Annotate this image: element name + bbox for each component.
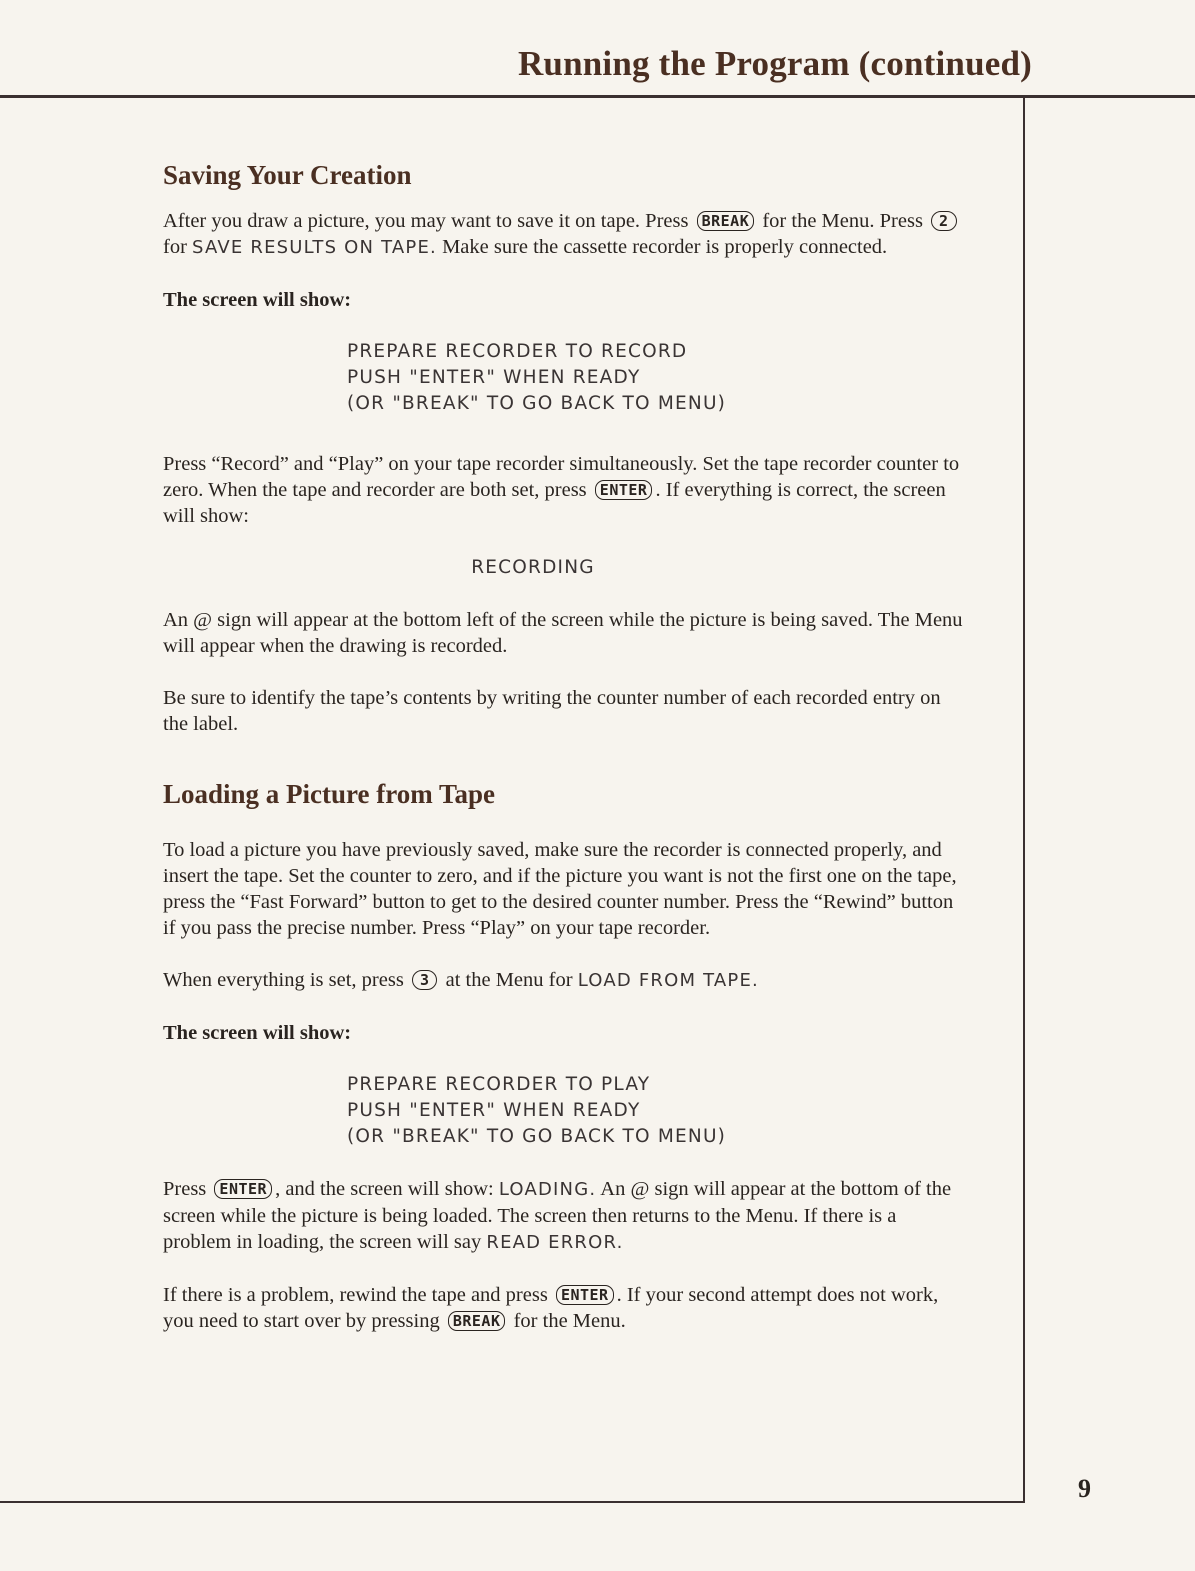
footer-rule: [0, 1501, 1025, 1503]
enter-key-icon: ENTER: [556, 1285, 614, 1305]
text-span: If there is a problem, rewind the tape and press: [163, 1284, 548, 1306]
saving-paragraph-1: [163, 208, 963, 261]
screen-will-show-label: The screen will show:: [163, 1022, 352, 1044]
text-span: for the Menu.: [513, 1310, 626, 1332]
text-span: . If everything is correct, the screen will show:: [163, 479, 946, 527]
text-span: for the Menu. Press: [762, 210, 923, 232]
right-border-rule: [1023, 97, 1025, 1502]
screen-text-inline: SAVE RESULTS ON TAPE.: [192, 237, 437, 258]
screen-output-record: [347, 339, 963, 417]
screen-line: PREPARE RECORDER TO RECORD: [347, 341, 688, 362]
page-content: [163, 158, 963, 1334]
loading-paragraph-4: [163, 1282, 963, 1334]
screen-text-inline: LOADING.: [498, 1179, 597, 1200]
screen-line: PUSH "ENTER" WHEN READY: [347, 1100, 641, 1121]
screen-output-play: [347, 1072, 963, 1150]
text-span: Press “Record” and “Play” on your tape recorder simultaneously. Set the tape recorder counter to zero. When the tape and recorder are both set, press: [163, 453, 960, 501]
key-2-icon: 2: [931, 211, 957, 231]
text-span: When everything is set, press: [163, 969, 404, 991]
break-key-icon: BREAK: [697, 211, 755, 231]
screen-text-inline: LOAD FROM TAPE.: [577, 970, 759, 991]
page-header-title: Running the Program (continued): [517, 44, 1032, 83]
screen-line: PUSH "ENTER" WHEN READY: [347, 367, 641, 388]
text-span: After you draw a picture, you may want to save it on tape. Press: [163, 210, 689, 232]
text-span: Make sure the cassette recorder is properly connected.: [442, 236, 888, 258]
break-key-icon: BREAK: [448, 1311, 506, 1331]
screen-output-recording: RECORDING: [471, 557, 595, 578]
enter-key-icon: ENTER: [595, 480, 653, 500]
screen-text-inline: READ ERROR.: [486, 1232, 624, 1253]
saving-paragraph-4: Be sure to identify the tape’s contents by writing the counter number of each recorded entry on the label.: [163, 687, 941, 735]
loading-paragraph-1: To load a picture you have previously saved, make sure the recorder is connected properly, and insert the tape. Set the counter to zero, and if the picture you want is not the first one on the tape, press the “Fast Forward” button to get to the desired counter number. Press the “Rewind” button if you pass the precise number. Press “Play” on your tape recorder.: [163, 839, 957, 939]
text-span: at the Menu for: [445, 969, 573, 991]
text-span: , and the screen will show:: [275, 1178, 494, 1200]
screen-line: PREPARE RECORDER TO PLAY: [347, 1074, 651, 1095]
section-heading-loading: Loading a Picture from Tape: [163, 779, 496, 809]
header-rule: [0, 95, 1195, 98]
section-loading: [163, 777, 963, 1334]
text-span: . If your second attempt does not work, you need to start over by pressing: [163, 1284, 939, 1332]
section-saving: [163, 158, 963, 737]
key-3-icon: 3: [412, 970, 438, 990]
loading-paragraph-2: [163, 967, 963, 994]
text-span: An @ sign will appear at the bottom of the screen while the picture is being loaded. The screen then returns to the Menu. If there is a problem in loading, the screen will say: [163, 1178, 952, 1253]
section-heading-saving: Saving Your Creation: [163, 160, 412, 190]
text-span: for: [163, 236, 187, 258]
screen-line: (OR "BREAK" TO GO BACK TO MENU): [347, 393, 727, 414]
screen-will-show-label: The screen will show:: [163, 289, 352, 311]
saving-paragraph-3: An @ sign will appear at the bottom left of the screen while the picture is being saved. The Menu will appear when the drawing is recorded.: [163, 609, 963, 657]
text-span: Press: [163, 1178, 207, 1200]
enter-key-icon: ENTER: [214, 1179, 272, 1199]
saving-paragraph-2: [163, 451, 963, 529]
page-number: 9: [1078, 1474, 1091, 1503]
screen-line: (OR "BREAK" TO GO BACK TO MENU): [347, 1126, 727, 1147]
loading-paragraph-3: [163, 1176, 963, 1256]
